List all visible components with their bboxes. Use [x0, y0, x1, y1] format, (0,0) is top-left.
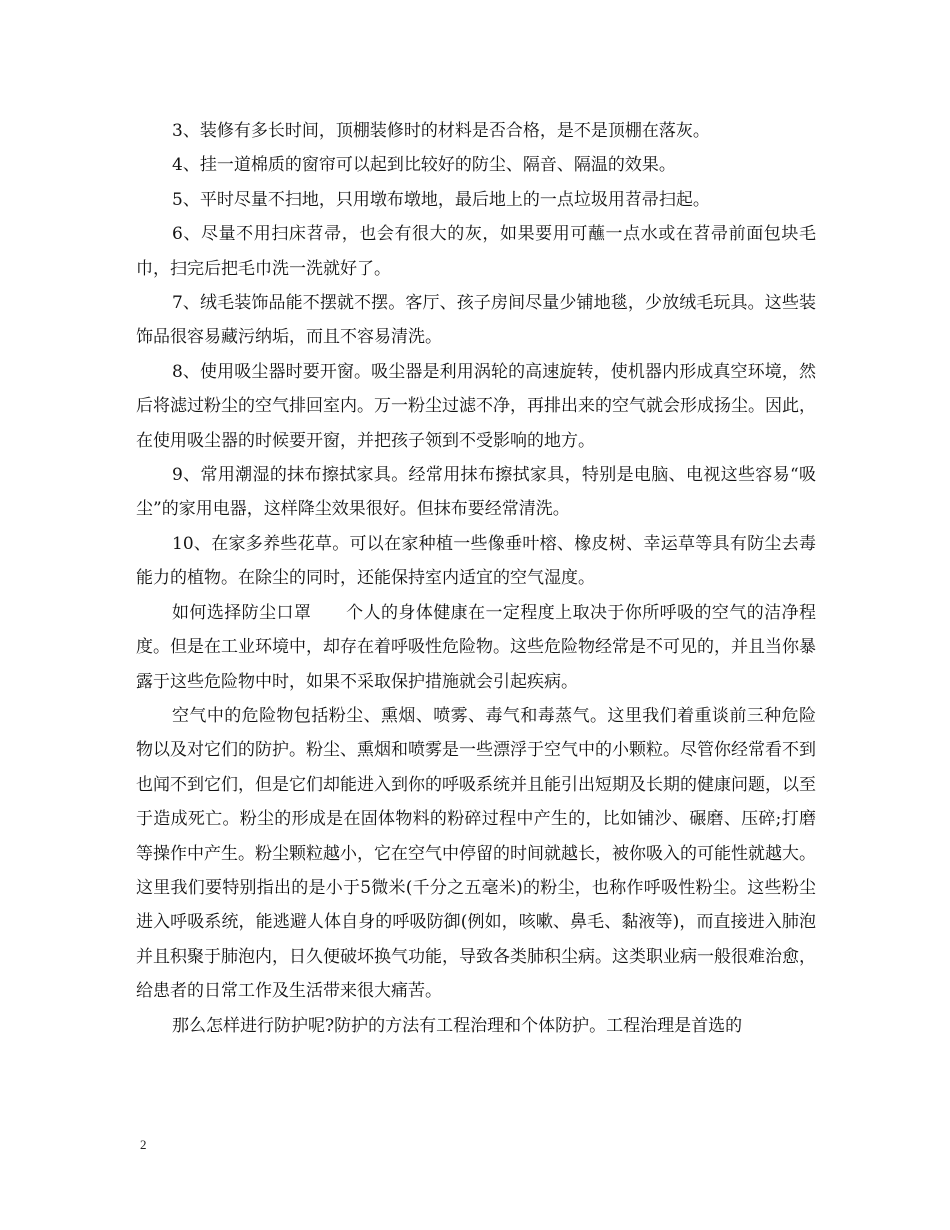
- paragraph-tip-3: 3、装修有多长时间，顶棚装修时的材料是否合格，是不是顶棚在落灰。: [172, 121, 710, 141]
- paragraph-protection-methods: 那么怎样进行防护呢?防护的方法有工程治理和个体防护。工程治理是首选的: [172, 1015, 743, 1036]
- page-number: 2: [140, 1137, 147, 1152]
- paragraph-tip-4: 4、挂一道棉质的窗帘可以起到比较好的防尘、隔音、隔温的效果。: [172, 155, 676, 176]
- paragraph-tip-10: 10、在家多养些花草。可以在家种植一些像垂叶榕、橡皮树、幸运草等具有防尘去毒能力的植物。在除尘的同时，还能保持室内适宜的空气湿度。: [136, 533, 816, 589]
- paragraph-tip-7: 7、绒毛装饰品能不摆就不摆。客厅、孩子房间尽量少铺地毯，少放绒毛玩具。这些装饰品很容易藏污纳垢，而且不容易清洗。: [136, 293, 816, 348]
- paragraph-airborne-hazards: 空气中的危险物包括粉尘、熏烟、喷雾、毒气和毒蒸气。这里我们着重谈前三种危险物以及对它们的防护。粉尘、熏烟和喷雾是一些漂浮于空气中的小颗粒。尽管你经常看不到也闻不到它们，但是它们却能进入到你的呼吸系统并且能引出短期及长期的健康问题，以至于造成死亡。粉尘的形成是在固体物料的粉碎过程中产生的，比如铺沙、碾磨、压碎;打磨等操作中产生。粉尘颗粒越小，它在空气中停留的时间就越长，被你吸入的可能性就越大。这里我们要特别指出的是小于5微米(千分之五毫米)的粉尘，也称作呼吸性粉尘。这些粉尘进入呼吸系统，能逃避人体自身的呼吸防御(例如，咳嗽、鼻毛、黏液等)，而直接进入肺泡并且积聚于肺泡内，日久便破坏换气功能，导致各类肺积尘病。这类职业病一般很难治愈，给患者的日常工作及生活带来很大痛苦。: [136, 705, 816, 1002]
- paragraph-tip-6: 6、尽量不用扫床苕帚，也会有很大的灰，如果要用可蘸一点水或在苕帚前面包块毛巾，扫完后把毛巾洗一洗就好了。: [136, 224, 816, 279]
- paragraph-tip-8: 8、使用吸尘器时要开窗。吸尘器是利用涡轮的高速旋转，使机器内形成真空环境，然后将滤过粉尘的空气排回室内。万一粉尘过滤不净，再排出来的空气就会形成扬尘。因此，在使用吸尘器的时候要开窗，并把孩子领到不受影响的地方。: [136, 361, 816, 451]
- paragraph-choosing-mask: 如何选择防尘口罩 个人的身体健康在一定程度上取决于你所呼吸的空气的洁净程度。但是在工业环境中，却存在着呼吸性危险物。这些危险物经常是不可见的，并且当你暴露于这些危险物中时，如果不采取保护措施就会引起疾病。: [136, 602, 816, 692]
- paragraph-tip-5: 5、平时尽量不扫地，只用墩布墩地，最后地上的一点垃圾用苕帚扫起。: [172, 189, 710, 210]
- paragraph-tip-9: 9、常用潮湿的抹布擦拭家具。经常用抹布擦拭家具，特别是电脑、电视这些容易“吸尘”的家用电器，这样降尘效果很好。但抹布要经常清洗。: [136, 465, 816, 520]
- document-body: [136, 114, 816, 1043]
